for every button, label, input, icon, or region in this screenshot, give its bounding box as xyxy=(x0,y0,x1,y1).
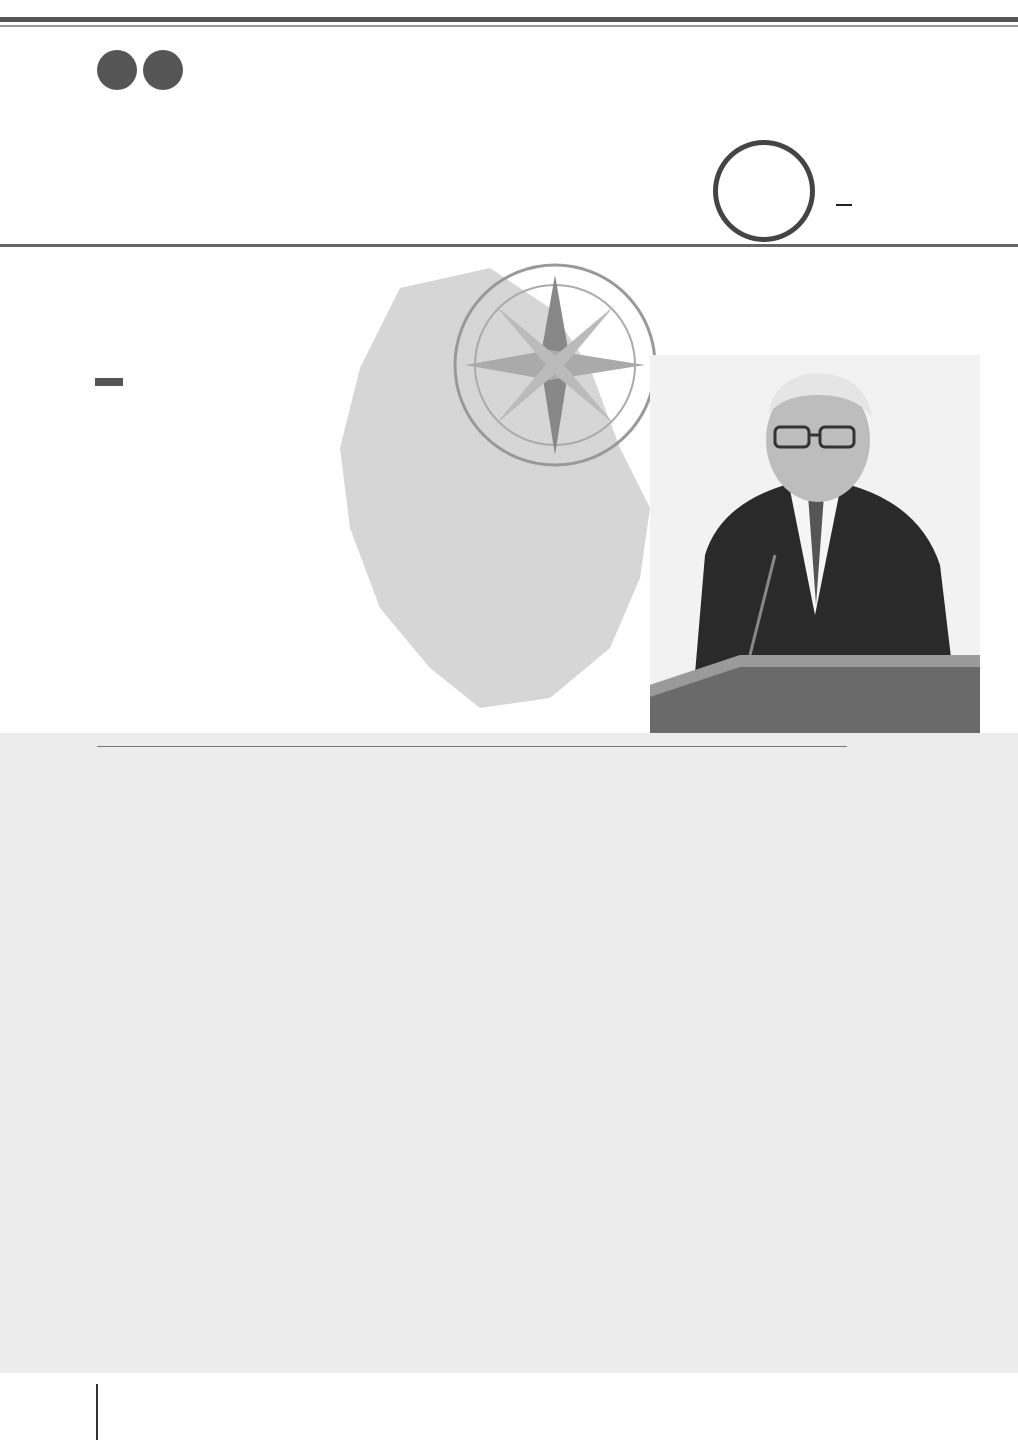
article-bottom-block xyxy=(93,1082,863,1382)
year-tag xyxy=(95,378,123,386)
badge-kou xyxy=(97,50,137,90)
top-rule-thin xyxy=(0,25,1018,27)
article-top-block xyxy=(93,760,883,1070)
badge-hou xyxy=(143,50,183,90)
proud-japan-badge xyxy=(713,140,815,242)
section-rule xyxy=(97,746,847,747)
issue-vol xyxy=(836,204,852,206)
mayor-photo xyxy=(650,355,980,733)
logo-daisen-biyori xyxy=(93,118,691,248)
header-rule xyxy=(0,244,1018,247)
top-rule-thick xyxy=(0,17,1018,22)
footer-rule xyxy=(96,1384,98,1440)
compass-icon xyxy=(440,250,670,480)
